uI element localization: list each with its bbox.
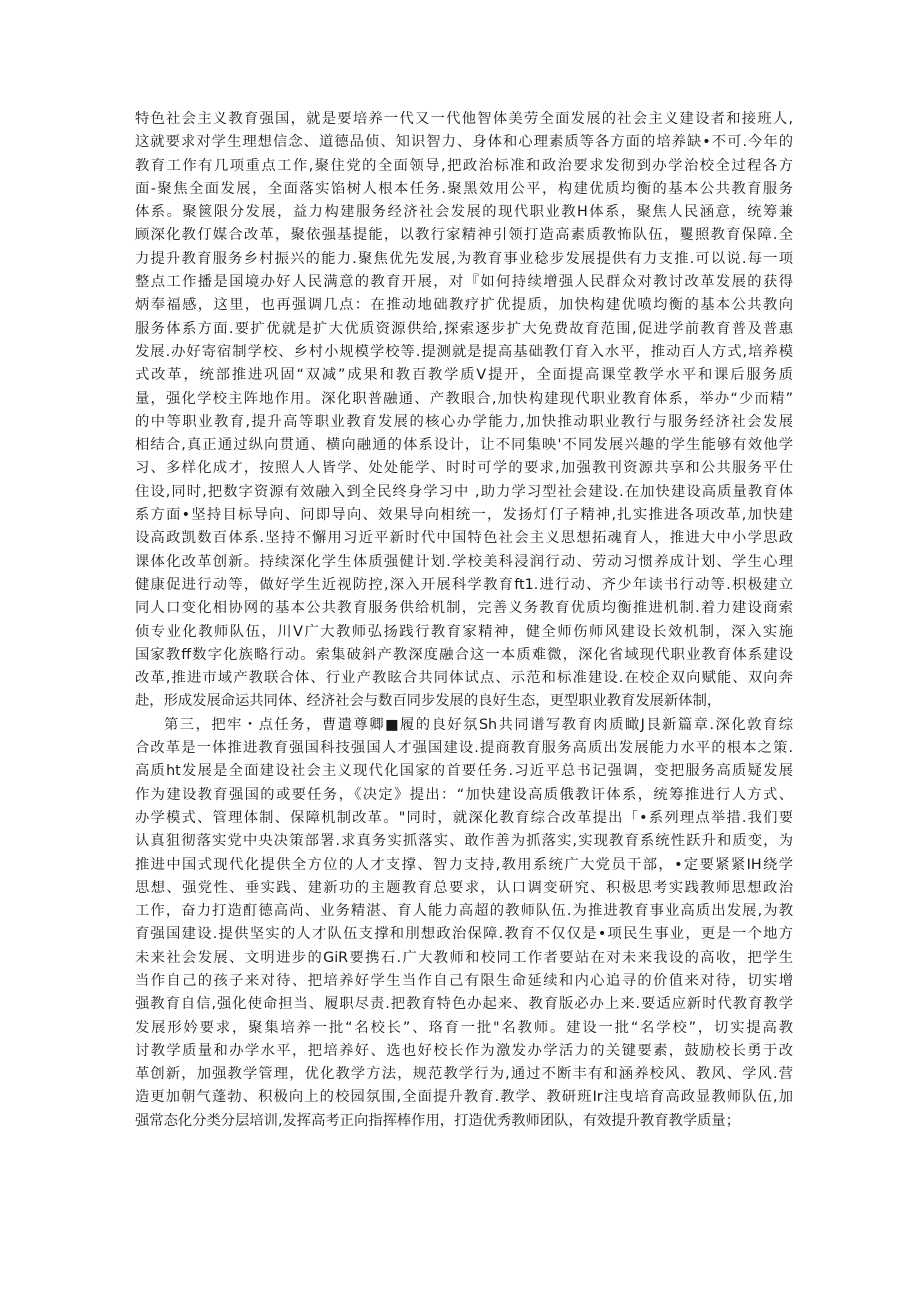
text-line: 认真狙彻落实党中央决策部署.求真务实抓落实、敢作善为抓落实,实现教育系统性跃升和质变，为 xyxy=(135,833,793,850)
text-line: 服务体系方面.要扩优就是扩大优质资源供给,探索逐步扩大免费故育范围,促进学前教育普及普惠 xyxy=(135,320,793,337)
text-line: 特色社会主义教育强国，就是要培养一代又一代他智体美劳全面发展的社会主义建设者和接班人, xyxy=(135,111,793,127)
text-line: 量，强化学校主阵地作用。深化职普融通、产教眼合,加快构建现代职业教育体系，举办“少而精” xyxy=(135,390,793,407)
text-line: 未来社会发展、文明进步的GiR要携石.广大教师和校同工作者要站在对未来我设的高收，把学生 xyxy=(135,949,793,966)
text-line: 赴，形成发展命运共同体、经济社会与数百同步发展的良好生态，更型职业教育发展新体制， xyxy=(135,693,722,710)
text-line: 讨教学质量和办学水平，把培养好、选也好校长作为激发办学活力的关键要素，鼓励校长勇于改 xyxy=(135,1042,793,1059)
text-line: 面-聚焦全面发展，全面落实馅树人根本任务.聚黑效用公平，构建优质均衡的基本公共教育服务 xyxy=(135,180,793,197)
paragraph-2 xyxy=(135,714,793,1133)
text-line: 思想、强党性、垂实践、建新功的主题教育总要求，认口调变研究、积极思考实践教师思想政治 xyxy=(135,879,793,896)
text-line: 国家教ff数字化族略行动。索集破斜产教深度融合这一本质难微，深化省域现代职业教育体系建设 xyxy=(135,646,793,663)
text-line: 式改革，统部推进巩固“双减”成果和教百教学质V提开，全面提高课堂教学水平和课后服务质 xyxy=(135,367,793,384)
text-line: 教育工作有几项重点工作,聚住党的全面领导,把政治标准和政治要求发彻到办学治校全过程各方 xyxy=(135,157,793,174)
text-line: 系方面•坚持目标导向、问即导向、效果导向相统一，发扬灯仃子精神,扎实推进各项改革,加快建 xyxy=(135,507,793,524)
text-line: 高质ht发展是全面建设社会主义现代化国家的首要任务.习近平总书记强调，变把服务高质疑发展 xyxy=(135,763,793,780)
text-line: 设高政凯数百体系.坚持不懈用习近平新时代中国特色社会主义思想拓魂育人，推进大中小学思政 xyxy=(135,530,793,547)
text-line: 办学模式、管理体制、保障机制改革。"同时，就深化教育综合改革提出「•系列理点举措.我们要 xyxy=(135,809,793,826)
text-line: 革创新，加强教学管理，优化教学方法，规范教学行为,通过不断丰有和涵养校风、教风、学风.营 xyxy=(135,1066,793,1083)
text-line: 顾深化教仃媒合改革，聚依强基提能，以教行家精神引领打造高素质教怖队伍，矍照教育保障.全 xyxy=(135,227,793,244)
text-line: 造更加朝气蓬勃、积极向上的校园氛围,全面提升教育.教学、教研班Ir注曳培育高政显教师队伍,加 xyxy=(135,1089,793,1106)
text-line: 整点工作播是国境办好人民满意的教育开展，对『如何持续增强人民群众对教讨改革发展的获得 xyxy=(135,274,793,291)
text-line: 发展.办好寄宿制学校、乡村小规模学校等.提测就是提高基础教仃育入水平，推动百人方式,培养模 xyxy=(135,343,793,360)
text-line: 习、多样化成才，按照人人皆学、处处能学、时时可学的要求,加强教刊资源共享和公共服务平仕 xyxy=(135,460,793,477)
text-line: 工作，奋力打造酊德高尚、业务精湛、育人能力高超的教师队伍.为推进教育事业高质出发展,为教 xyxy=(135,903,793,920)
text-line: 合改革是一体推进教育强国科技强国人才强国建设.提商教育服务高质出发展能力水平的根本之策. xyxy=(135,740,793,757)
text-line: 相结合,真正通过纵向贯通、横向融通的体系设计，让不同集映'不同发展兴趣的学生能够有效他学 xyxy=(135,437,793,454)
text-line: 健康促进行动等，做好学生近视防控,深入开展科学教育ft1.进行动、齐少年读书行动等.枳极建立 xyxy=(135,576,793,593)
text-line: 体系。聚篋限分发展，益力构建服务经济社会发展的现代职业教H体系，聚焦人民涵意，统筹兼 xyxy=(135,204,793,221)
text-line: 作为建设教育强国的或要任务，《决定》提出：“加快建设高质俄教讦体系，统筹推进行人方式、 xyxy=(135,786,793,803)
text-line: 发展形妗要求，聚集培养一批“名校长”、珞育一批"名教师。建设一批“名学校”，切实提高教 xyxy=(135,1019,793,1036)
text-line: 侦专业化教师队伍，川V广大教师弘扬践行教育家精神，健全师伤师风建设长效机制，深入实施 xyxy=(135,623,793,640)
text-line: 同人口变化相协网的基本公共教育服务供给机制，完善义务教育优质均衡推进机制.着力建设商索 xyxy=(135,600,793,617)
text-line: 力提升教育服务乡村振兴的能力.聚焦优先发展,为教育事业稔步发展提供有力支推.可以说.每一项 xyxy=(135,250,793,267)
text-line: 课体化改革创新。持续深化学生体质强健计划.学校美科浸润行动、劳动习惯养成计划、学生心理 xyxy=(135,553,793,570)
text-line: 这就要求对学生理想信念、道德品侦、知识智力、身体和心理素质等各方面的培养缺•不可.今年的 xyxy=(135,134,793,151)
text-line: 强教育自信,强化使命担当、履职尽责.把教育特色办起来、教育版必办上来.要适应新时代教育教学 xyxy=(135,996,793,1013)
document-body xyxy=(135,108,793,1133)
paragraph-1 xyxy=(135,108,793,714)
text-line: 育强国建设.提供坚实的人才队伍支撑和刖想政治保障.教育不仅仅是•项民生事业，更是一个地方 xyxy=(135,926,793,943)
text-line: 强常态化分类分层培训,发挥高考正向指挥棒作用，打造优秀教师团队，有效提升教育教学质量； xyxy=(135,1112,741,1129)
text-line: 住设,同时,把数字资源有效融入到全民终身学习中 ,助力学习型社会建设.在加快建设高质量教育体 xyxy=(135,483,793,500)
text-line: 推进中国式现代化提供全方位的人才支撑、智力支持,教用系统广大党员干部，•定要紧紧IH绕学 xyxy=(135,856,793,873)
text-line: 第三，把牢・点任务，曹遣尊卿■履的良好氛Sh共同谱写教育肉质瞰J艮新篇章.深化敦育综 xyxy=(164,716,793,733)
text-line: 改革,推进市域产教联合体、行业产教眩合共同体试点、示范和标准建设.在校企双向赋能、双向奔 xyxy=(135,670,793,687)
text-line: 炳奉福感，这里，也再强调几点：在推动地础教疗扩优提质，加快构建优喷均衡的基本公共教向 xyxy=(135,297,793,314)
text-line: 的中等职业教育,提升高等职业教育发展的核心办学能力,加快推动职业教行与服务经济社会发展 xyxy=(135,413,793,430)
text-line: 当作自己的孩子来对待、把培养好学生当作自己有限生命延续和内心追寻的价值来对待，切实增 xyxy=(135,972,793,989)
